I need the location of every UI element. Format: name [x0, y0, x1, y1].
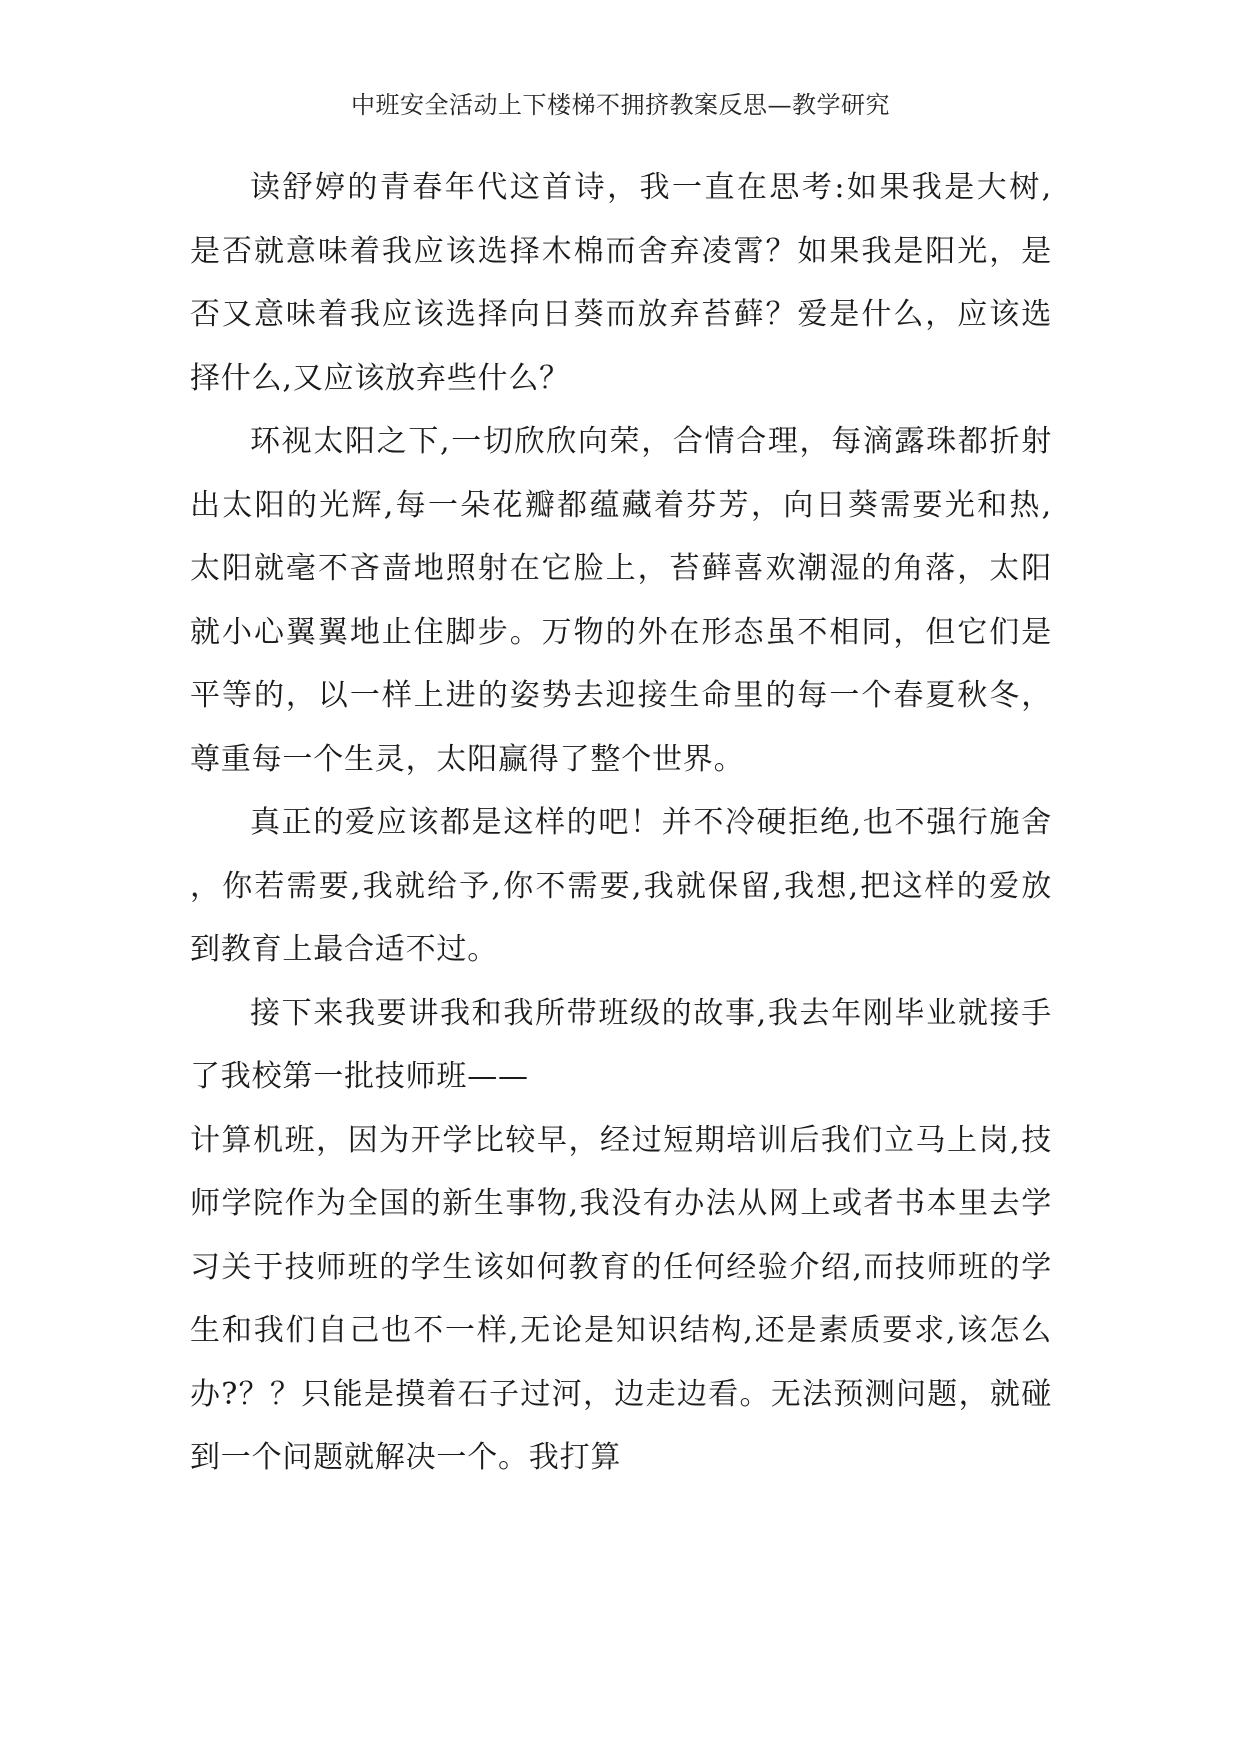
text-line: 师学院作为全国的新生事物,我没有办法从网上或者书本里去学 — [190, 1186, 1052, 1221]
text-line: 尊重每一个生灵，太阳赢得了整个世界。 — [190, 741, 745, 777]
text-line: 了我校第一批技师班—— — [190, 1059, 529, 1094]
text-line: 否又意味着我应该选择向日葵而放弃苔藓？爱是什么，应该选 — [190, 297, 1052, 332]
text-line: 习关于技师班的学生该如何教育的任何经验介绍,而技师班的学 — [190, 1249, 1052, 1285]
text-line: 真正的爱应该都是这样的吧！并不冷硬拒绝,也不强行施舍 — [250, 805, 1052, 840]
text-line: 办?？？只能是摸着石子过河，边走边看。无法预测问题，就碰 — [190, 1376, 1052, 1412]
page-header-title: 中班安全活动上下楼梯不拥挤教案反思—教学研究 — [351, 91, 890, 119]
text-line: 出太阳的光辉,每一朵花瓣都蕴藏着芬芳，向日葵需要光和热, — [190, 487, 1052, 523]
text-line: 计算机班，因为开学比较早，经过短期培训后我们立马上岗,技 — [190, 1122, 1052, 1158]
text-line: ，你若需要,我就给予,你不需要,我就保留,我想,把这样的爱放 — [190, 868, 1052, 904]
text-line: 到教育上最合适不过。 — [190, 932, 498, 967]
text-line: 到一个问题就解决一个。我打算 — [190, 1440, 622, 1475]
text-line: 是否就意味着我应该选择木棉而舍弃凌霄？如果我是阳光，是 — [190, 233, 1052, 269]
document-body — [190, 156, 1052, 1490]
text-line: 生和我们自己也不一样,无论是知识结构,还是素质要求,该怎么 — [190, 1313, 1052, 1348]
text-line: 择什么,又应该放弃些什么？ — [190, 360, 570, 396]
text-line: 读舒婷的青春年代这首诗，我一直在思考:如果我是大树, — [250, 170, 1052, 205]
text-line: 太阳就毫不吝啬地照射在它脸上，苔藓喜欢潮湿的角落，太阳 — [190, 551, 1052, 586]
text-line: 平等的，以一样上进的姿势去迎接生命里的每一个春夏秋冬， — [190, 678, 1052, 713]
text-line: 就小心翼翼地止住脚步。万物的外在形态虽不相同，但它们是 — [190, 614, 1052, 650]
text-line: 接下来我要讲我和我所带班级的故事,我去年刚毕业就接手 — [250, 995, 1052, 1031]
text-line: 环视太阳之下,一切欣欣向荣，合情合理，每滴露珠都折射 — [250, 424, 1052, 459]
